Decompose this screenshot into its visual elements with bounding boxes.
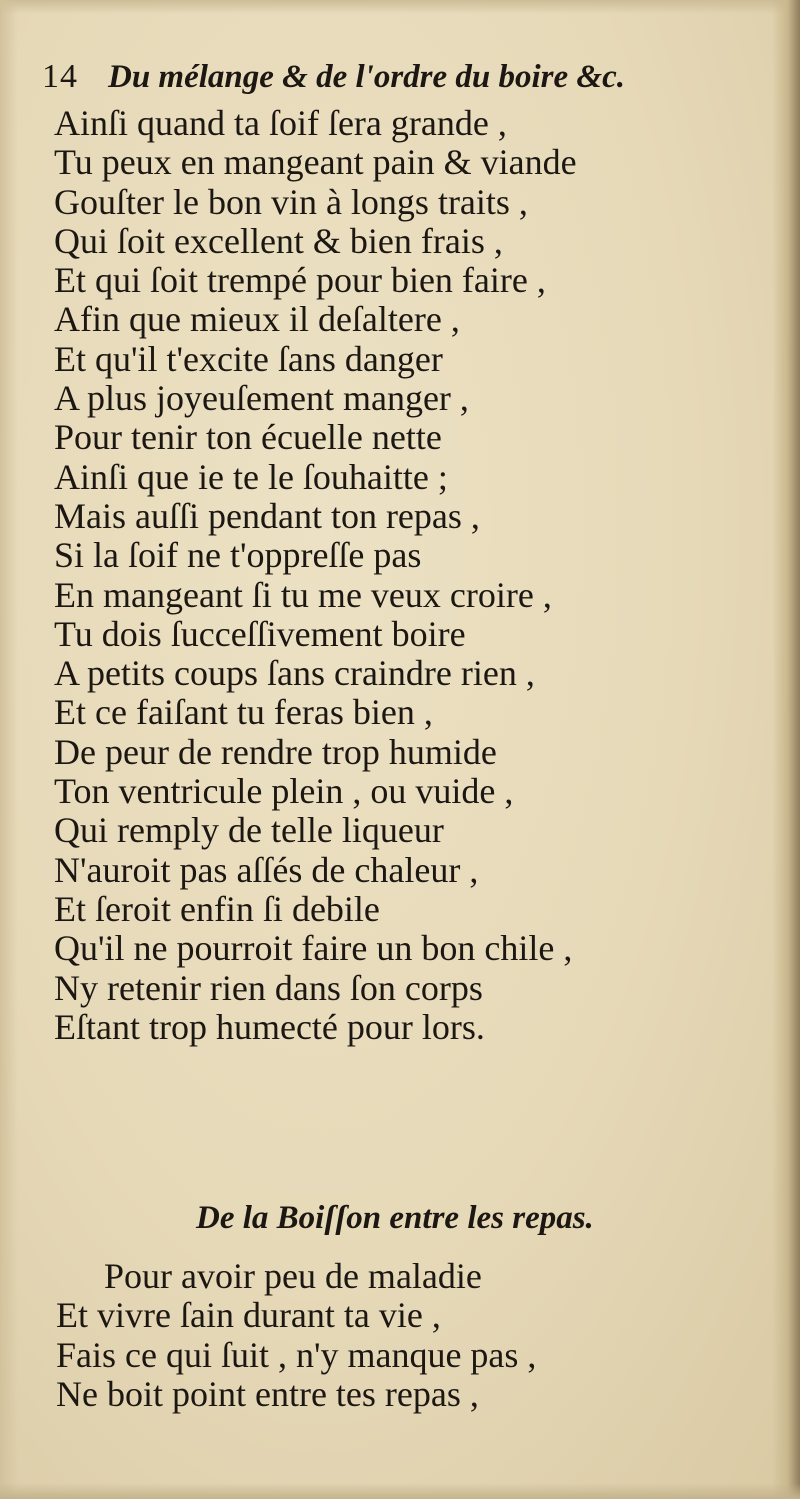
verse-line: Fais ce qui ſuit , n'y manque pas , (56, 1334, 537, 1375)
page-number: 14 (42, 58, 78, 95)
poem-body (54, 104, 744, 1047)
verse-line: N'auroit pas aſſés de chaleur , (54, 849, 479, 890)
verse-line: Qu'il ne pourroit faire un bon chile , (54, 928, 573, 969)
section-poem (56, 1257, 746, 1414)
section-heading: De la Boiſſon entre les repas. (196, 1200, 594, 1236)
verse-line: Si la ſoif ne t'oppreſſe pas (54, 535, 422, 576)
verse-line: De peur de rendre trop humide (54, 731, 497, 772)
verse-line: Et qu'il t'excite ſans danger (54, 338, 443, 379)
verse-line: Pour tenir ton écuelle nette (54, 417, 442, 458)
running-head-title: Du mélange & de l'ordre du boire &c. (108, 59, 625, 95)
verse-line: Et ce faiſant tu feras bien , (54, 692, 433, 733)
page-edge-top (0, 0, 800, 14)
verse-line: Ton ventricule plein , ou vuide , (54, 771, 514, 812)
verse-line: Qui remply de telle liqueur (54, 810, 444, 851)
page-edge-left (0, 0, 18, 1499)
verse-line: Tu peux en mangeant pain & viande (54, 142, 577, 183)
verse-line: En mangeant ſi tu me veux croire , (54, 574, 552, 615)
verse-line: Ne boit point entre tes repas , (56, 1373, 479, 1414)
page-binding-edge (772, 0, 800, 1499)
verse-line: Et vivre ſain durant ta vie , (56, 1295, 441, 1336)
verse-line: Afin que mieux il deſaltere , (54, 299, 460, 340)
verse-line: A petits coups ſans craindre rien , (54, 653, 535, 694)
verse-line: Eſtant trop humecté pour lors. (54, 1006, 485, 1047)
verse-line: Et ſeroit enfin ſi debile (54, 888, 380, 929)
verse-line: Ainſi quand ta ſoif ſera grande , (54, 103, 507, 143)
verse-line: Tu dois ſucceſſivement boire (54, 613, 466, 654)
verse-line: Qui ſoit excellent & bien frais , (54, 220, 503, 261)
verse-line: Ainſi que ie te le ſouhaitte ; (54, 456, 448, 497)
verse-line: Mais auſſi pendant ton repas , (54, 495, 480, 536)
verse-line: A plus joyeuſement manger , (54, 378, 469, 419)
running-head (42, 58, 762, 106)
page-edge-bottom (0, 1483, 800, 1499)
verse-line: Ny retenir rien dans ſon corps (54, 967, 483, 1008)
verse-line: Pour avoir peu de maladie (104, 1256, 482, 1296)
verse-line: Gouſter le bon vin à longs traits , (54, 181, 528, 222)
verse-line: Et qui ſoit trempé pour bien faire , (54, 260, 546, 301)
